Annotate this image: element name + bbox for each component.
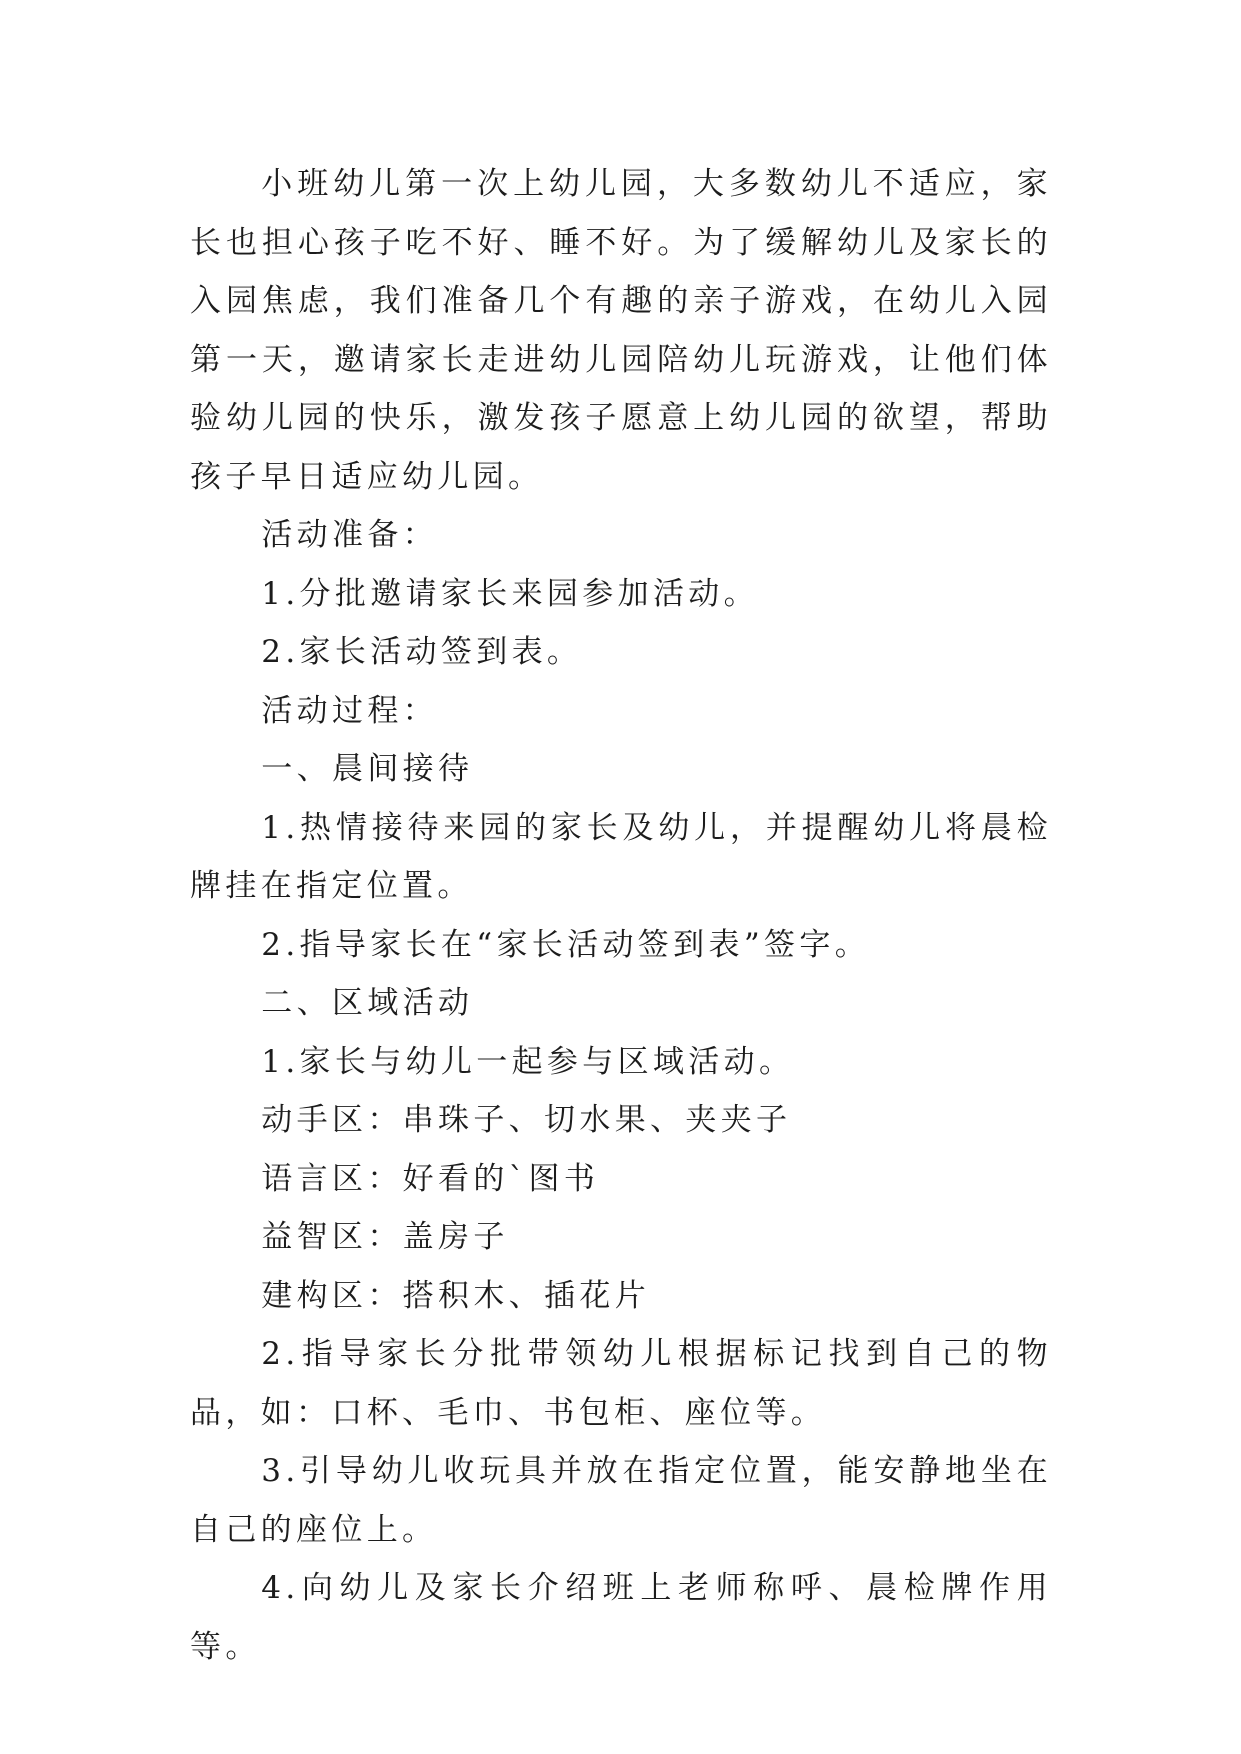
document-page — [190, 155, 1052, 1676]
reception-item-2: 2.指导家长在“家长活动签到表”签字。 — [261, 926, 871, 963]
area-item-3: 3.引导幼儿收玩具并放在指定位置，能安静地坐在自己的座位上。 — [190, 1453, 1052, 1548]
subheading-area-activities: 二、区域活动 — [261, 985, 474, 1021]
area-construction: 建构区：搭积木、插花片 — [261, 1277, 651, 1314]
area-item-4: 4.向幼儿及家长介绍班上老师称呼、晨检牌作用等。 — [190, 1570, 1052, 1665]
intro-paragraph: 小班幼儿第一次上幼儿园，大多数幼儿不适应，家长也担心孩子吃不好、睡不好。为了缓解幼儿及家长的入园焦虑，我们准备几个有趣的亲子游戏，在幼儿入园第一天，邀请家长走进幼儿园陪幼儿玩游戏，让他们体验幼儿园的快乐，激发孩子愿意上幼儿园的欲望，帮助孩子早日适应幼儿园。 — [190, 166, 1052, 495]
section-heading-preparation: 活动准备： — [261, 517, 438, 553]
reception-item-1: 1.热情接待来园的家长及幼儿，并提醒幼儿将晨检牌挂在指定位置。 — [190, 809, 1052, 904]
subheading-morning-reception: 一、晨间接待 — [261, 751, 474, 787]
area-puzzle: 益智区：盖房子 — [261, 1219, 509, 1255]
section-heading-process: 活动过程： — [261, 692, 438, 729]
area-item-2: 2.指导家长分批带领幼儿根据标记找到自己的物品，如：口杯、毛巾、书包柜、座位等。 — [190, 1336, 1052, 1431]
area-language: 语言区：好看的`图书 — [261, 1160, 600, 1197]
preparation-item-2: 2.家长活动签到表。 — [261, 634, 583, 670]
area-item-1: 1.家长与幼儿一起参与区域活动。 — [261, 1043, 795, 1080]
preparation-item-1: 1.分批邀请家长来园参加活动。 — [261, 575, 759, 612]
area-hands-on: 动手区：串珠子、切水果、夹夹子 — [261, 1102, 792, 1138]
